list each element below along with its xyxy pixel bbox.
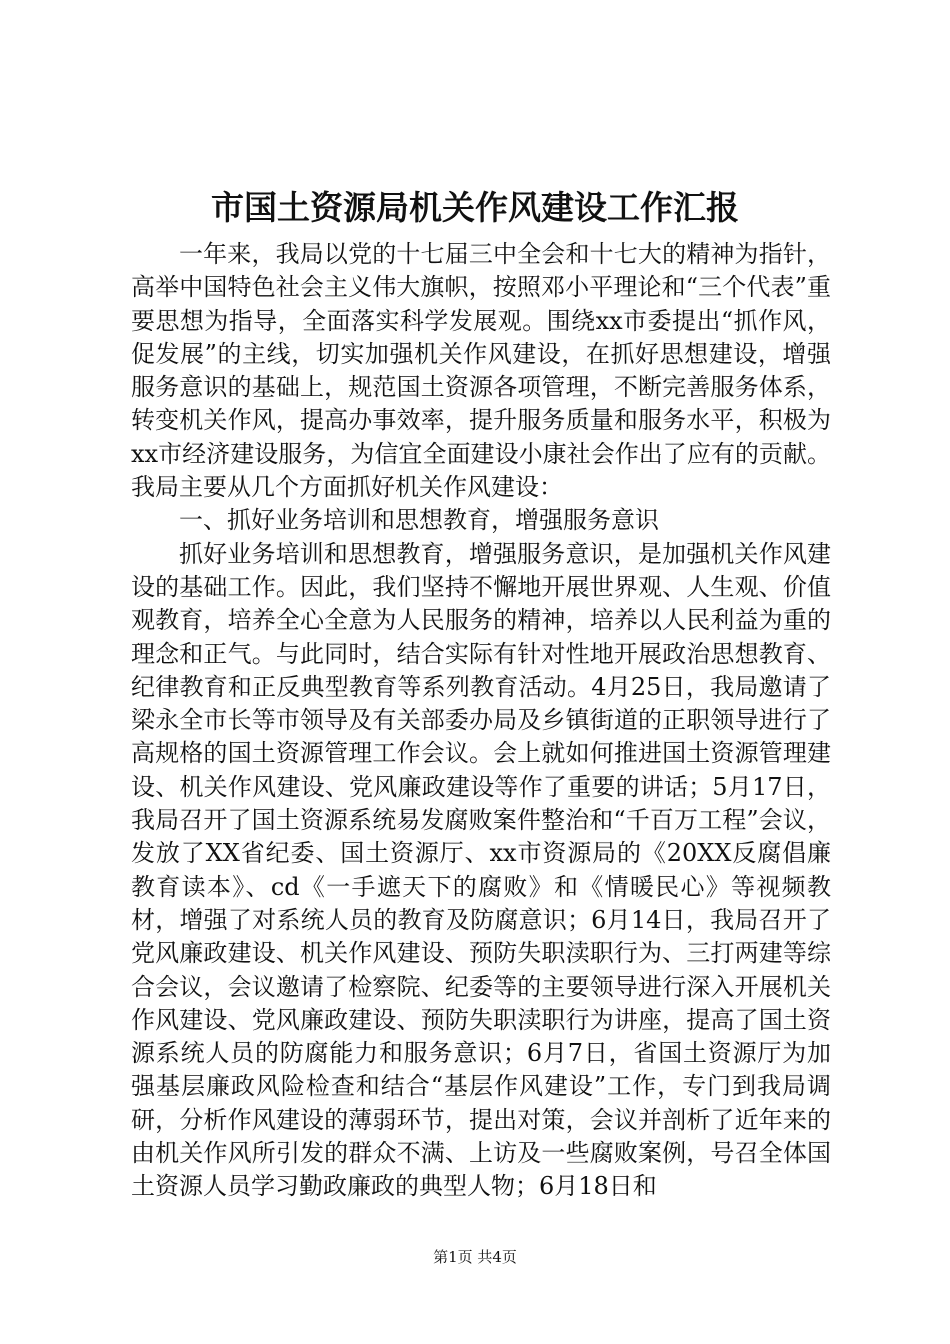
section-heading-1: 一、抓好业务培训和思想教育，增强服务意识 xyxy=(179,506,659,535)
page-number-footer: 第1页 共4页 xyxy=(433,1248,517,1266)
document-title: 市国土资源局机关作风建设工作汇报 xyxy=(211,188,739,227)
paragraph-intro: 一年来，我局以党的十七届三中全会和十七大的精神为指针，高举中国特色社会主义伟大旗帜，按照邓小平理论和“三个代表”重要思想为指导，全面落实科学发展观。围绕xx市委提出“抓作风，促发展”的主线，切实加强机关作风建设，在抓好思想建设，增强服务意识的基础上，规范国土资源各项管理，不断完善服务体系，转变机关作风，提高办事效率，提升服务质量和服务水平，积极为xx市经济建设服务，为信宜全面建设小康社会作出了应有的贡献。我局主要从几个方面抓好机关作风建设： xyxy=(131,240,831,502)
paragraph-section-1: 抓好业务培训和思想教育，增强服务意识，是加强机关作风建设的基础工作。因此，我们坚持不懈地开展世界观、人生观、价值观教育，培养全心全意为人民服务的精神，培养以人民利益为重的理念和正气。与此同时，结合实际有针对性地开展政治思想教育、纪律教育和正反典型教育等系列教育活动。4月25日，我局邀请了梁永全市长等市领导及有关部委办局及乡镇街道的正职领导进行了高规格的国土资源管理工作会议。会上就如何推进国土资源管理建设、机关作风建设、党风廉政建设等作了重要的讲话；5月17日，我局召开了国土资源系统易发腐败案件整治和“千百万工程”会议，发放了XX省纪委、国土资源厅、xx市资源局的《20XX反腐倡廉教育读本》、cd《一手遮天下的腐败》和《情暖民心》等视频教材，增强了对系统人员的教育及防腐意识；6月14日，我局召开了党风廉政建设、机关作风建设、预防失职渎职行为、三打两建等综合会议，会议邀请了检察院、纪委等的主要领导进行深入开展机关作风建设、党风廉政建设、预防失职渎职行为讲座，提高了国土资源系统人员的防腐能力和服务意识；6月7日，省国土资源厅为加强基层廉政风险检查和结合“基层作风建设”工作，专门到我局调研，分析作风建设的薄弱环节，提出对策，会议并剖析了近年来的由机关作风所引发的群众不满、上访及一些腐败案例，号召全体国土资源人员学习勤政廉政的典型人物；6月18日和 xyxy=(131,539,831,1201)
document-body xyxy=(131,238,831,1204)
